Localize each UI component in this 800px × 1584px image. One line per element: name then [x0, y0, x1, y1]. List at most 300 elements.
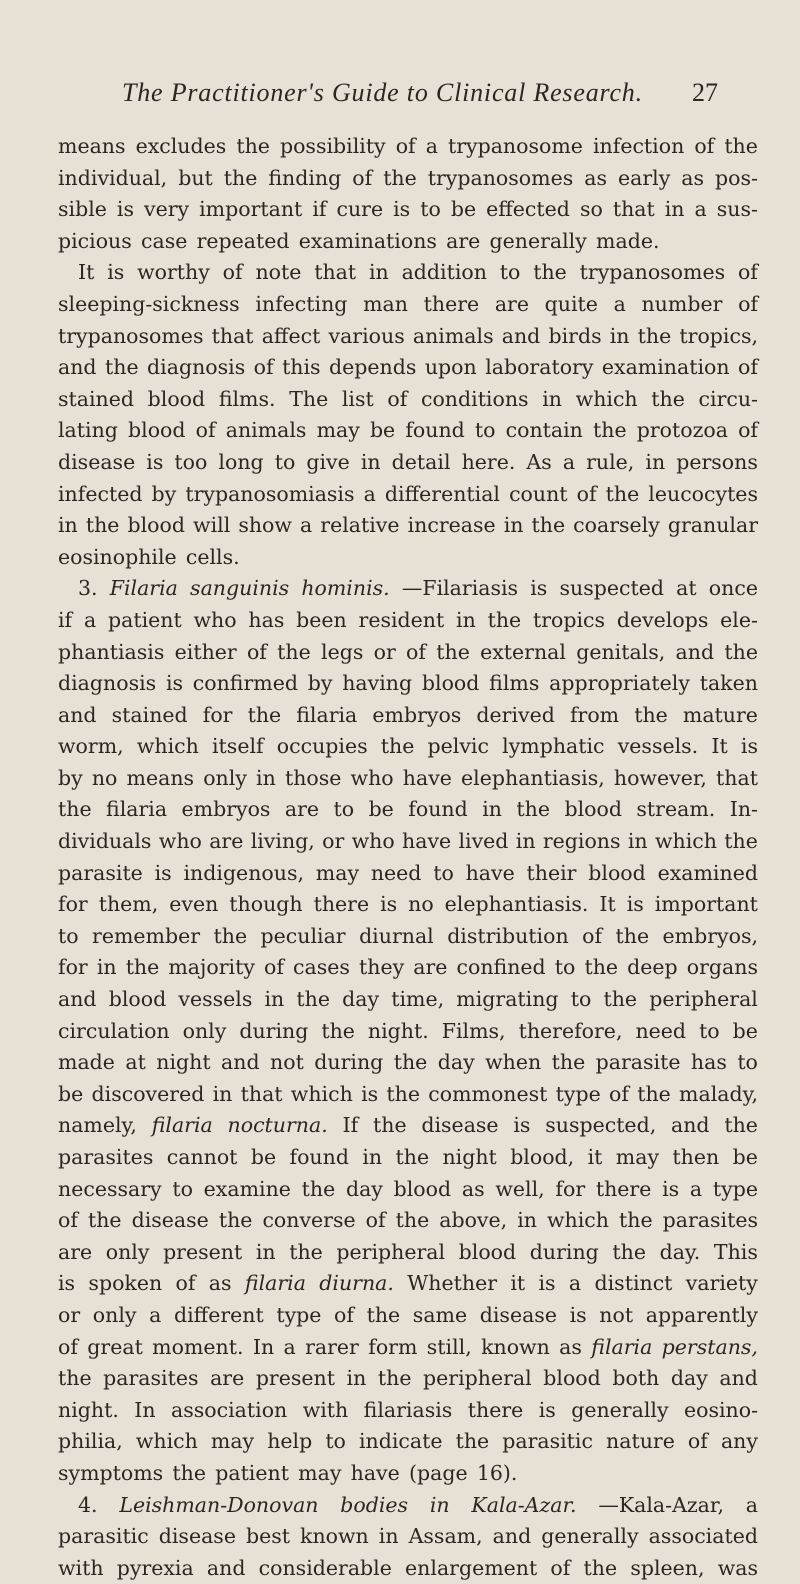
text-line — [58, 1363, 758, 1395]
word: be — [250, 1145, 277, 1169]
word: are — [494, 291, 529, 316]
word: in — [609, 323, 630, 348]
word: by — [58, 765, 83, 790]
word: and — [492, 1524, 532, 1549]
word: in — [645, 449, 666, 474]
word: been — [296, 607, 347, 632]
word: —Kala-Azar, — [598, 1492, 724, 1517]
word: in — [346, 1366, 367, 1391]
word: pyrexia — [116, 1555, 194, 1580]
word: elephantiasis. — [444, 892, 589, 917]
word: the — [301, 1176, 336, 1201]
word: very — [144, 197, 190, 222]
word: finding — [268, 165, 342, 190]
word: which — [654, 829, 717, 854]
word: show — [238, 513, 292, 538]
word: a — [689, 1176, 703, 1201]
word: blood — [127, 513, 185, 538]
text-line — [58, 1458, 758, 1490]
text-line — [58, 1110, 758, 1142]
word: however, — [613, 765, 707, 790]
word: man — [363, 291, 408, 316]
word: The — [289, 386, 329, 411]
word: to — [570, 987, 592, 1012]
word: the — [637, 1081, 671, 1106]
word: sus- — [716, 197, 758, 222]
word: elephantiasis, — [461, 765, 605, 790]
word: examined — [657, 860, 758, 885]
word: found — [405, 418, 465, 443]
word: to — [58, 923, 79, 948]
text-line — [58, 194, 758, 226]
word: the — [531, 513, 566, 538]
word: worthy — [137, 260, 210, 285]
word: once — [708, 576, 758, 601]
word: disease — [131, 1208, 209, 1233]
word: type — [712, 1176, 758, 1201]
word: if — [312, 197, 327, 222]
word: the — [615, 923, 650, 948]
word: filaria — [151, 1113, 213, 1138]
word: Whether — [407, 1271, 498, 1296]
word: so — [579, 197, 603, 222]
word: It — [711, 734, 728, 759]
word: cells. — [185, 544, 240, 569]
word: even — [169, 892, 219, 917]
word: which — [136, 734, 199, 759]
text-line — [58, 163, 758, 195]
word: day — [342, 987, 380, 1012]
word: the — [583, 1555, 618, 1580]
word: suspected, — [545, 1113, 657, 1138]
word: the — [87, 1208, 122, 1233]
word: leucocytes — [648, 481, 758, 506]
word: Leishman-Donovan — [119, 1492, 319, 1517]
word: Films, — [441, 1018, 506, 1043]
word: stained — [58, 386, 134, 411]
word: is — [107, 260, 125, 285]
word: to — [474, 418, 496, 443]
word: disease — [158, 1524, 236, 1549]
word: help — [267, 1429, 313, 1454]
word: blood — [108, 987, 167, 1012]
word: has — [690, 1050, 727, 1075]
word: malady, — [679, 1081, 758, 1106]
word: of — [737, 260, 758, 285]
word: vessels — [178, 987, 253, 1012]
word: lymphatic — [502, 734, 605, 759]
word: is — [380, 892, 398, 917]
word: parasitic — [502, 1429, 593, 1454]
text-line — [58, 226, 758, 258]
word: rule, — [586, 449, 635, 474]
word: when — [485, 1050, 542, 1075]
word: the — [619, 1208, 653, 1233]
word: diagnosis — [58, 671, 157, 696]
word: of — [609, 1081, 629, 1106]
word: this — [282, 355, 321, 380]
word: type — [555, 1081, 601, 1106]
word: the — [637, 323, 672, 348]
word: or — [58, 1302, 81, 1327]
word: If — [342, 1113, 359, 1138]
word: the — [395, 1145, 430, 1169]
word: differential — [384, 481, 500, 506]
word: a — [300, 513, 313, 538]
word: which — [575, 386, 638, 411]
word: in — [96, 955, 117, 980]
body-text — [58, 131, 758, 1584]
word: taken — [699, 671, 758, 696]
word: blood, — [510, 1145, 575, 1169]
word: the — [380, 734, 415, 759]
word: resident — [358, 607, 445, 632]
word: repeated — [196, 228, 290, 253]
word: discovered — [91, 1081, 205, 1106]
text-line — [58, 415, 758, 447]
word: persons — [676, 449, 758, 474]
word: that — [716, 765, 758, 790]
word: during — [529, 1239, 599, 1264]
word: the — [436, 639, 470, 664]
word: same — [412, 1302, 468, 1327]
word: external — [480, 639, 566, 664]
word: case — [141, 228, 188, 253]
word: filariasis — [363, 1397, 453, 1422]
word: be — [58, 1081, 84, 1106]
word: of — [195, 418, 216, 443]
word: only — [92, 1302, 137, 1327]
word: any — [720, 1429, 758, 1454]
word: that — [240, 1081, 283, 1106]
page-number: 27 — [692, 78, 718, 107]
word: deep — [627, 955, 678, 980]
word: or — [322, 829, 345, 854]
word: various — [328, 323, 405, 348]
word: symptoms — [58, 1460, 164, 1485]
word: and — [671, 1113, 710, 1138]
word: may — [298, 1460, 342, 1485]
word: day — [345, 1176, 383, 1201]
text-line — [58, 921, 758, 953]
word: the — [724, 639, 758, 664]
word: have — [402, 829, 452, 854]
word: that — [211, 323, 254, 348]
word: important — [199, 197, 303, 222]
word: trypanosome — [447, 134, 583, 158]
word: embryos, — [662, 923, 758, 948]
word: in — [429, 1492, 450, 1517]
word: as — [208, 1271, 232, 1296]
word: trypanosomes — [579, 260, 726, 285]
word: remember — [92, 923, 201, 948]
word: sanguinis — [190, 576, 290, 601]
word: is — [538, 1271, 556, 1296]
word: parasite — [58, 860, 143, 885]
word: with — [58, 1555, 104, 1580]
word: to — [274, 449, 296, 474]
word: is — [626, 892, 644, 917]
word: and — [221, 1050, 260, 1075]
word: blood — [393, 1176, 452, 1201]
word: to — [433, 860, 454, 885]
word: not — [599, 1302, 634, 1327]
word: day — [670, 1366, 708, 1391]
word: no — [408, 892, 434, 917]
word: examine — [203, 1176, 291, 1201]
word: the — [321, 1018, 355, 1043]
word: that — [314, 260, 357, 285]
text-line — [58, 257, 758, 289]
word: the — [213, 923, 248, 948]
word: known — [300, 1524, 369, 1549]
word: ele- — [720, 607, 758, 632]
word: lating — [58, 418, 118, 443]
word: at — [125, 1050, 146, 1075]
word: is — [740, 734, 758, 759]
word: dividuals — [58, 829, 152, 854]
word: namely, — [58, 1113, 137, 1138]
word: need — [370, 860, 422, 885]
word: well, — [495, 1176, 545, 1201]
word: the — [455, 1429, 490, 1454]
word: granular — [667, 513, 758, 538]
word: filaria — [106, 797, 168, 822]
word: be — [732, 1145, 758, 1169]
word: of — [253, 355, 274, 380]
word: the — [58, 797, 92, 822]
word: in — [212, 1081, 233, 1106]
word: increase — [407, 513, 496, 538]
text-line — [58, 510, 758, 542]
word: a — [745, 1492, 758, 1517]
text-line — [58, 1016, 758, 1048]
word: the — [612, 1239, 646, 1264]
word: in — [627, 829, 648, 854]
word: not — [270, 1050, 304, 1075]
word: there — [467, 1397, 524, 1422]
word: the — [386, 1081, 420, 1106]
word: a — [425, 134, 438, 158]
word: blood — [458, 1239, 517, 1264]
text-line — [58, 447, 758, 479]
word: indicate — [358, 1429, 443, 1454]
word: may — [210, 1429, 255, 1454]
word: It — [599, 892, 616, 917]
word: at — [676, 576, 697, 601]
word: of — [58, 1334, 78, 1359]
word: of — [387, 386, 408, 411]
word: of — [246, 639, 267, 664]
word: the — [172, 1460, 206, 1485]
text-line — [58, 573, 758, 605]
word: excludes — [135, 134, 227, 158]
word: is — [116, 197, 134, 222]
word: contain — [505, 418, 583, 443]
word: generally — [489, 228, 587, 253]
word: cases — [293, 955, 350, 980]
word: the — [724, 1113, 758, 1138]
word: animals — [412, 323, 494, 348]
word: note — [255, 260, 302, 285]
word: parasites — [662, 1208, 758, 1233]
word: there — [423, 291, 480, 316]
word: blood — [543, 1366, 601, 1391]
word: disease — [58, 449, 136, 474]
word: for — [58, 955, 88, 980]
word: for — [58, 892, 88, 917]
word: 3. — [78, 576, 98, 601]
word: a — [83, 607, 97, 632]
word: in — [360, 449, 381, 474]
word: picious — [58, 228, 132, 253]
word: infection — [592, 134, 685, 158]
word: those — [284, 765, 342, 790]
word: is — [165, 671, 184, 696]
word: lived — [458, 829, 509, 854]
text-line — [58, 826, 758, 858]
word: effected — [486, 197, 570, 222]
word: as — [584, 165, 607, 190]
word: worm, — [58, 734, 124, 759]
word: the — [605, 481, 640, 506]
word: only — [105, 1239, 150, 1264]
text-line — [58, 1079, 758, 1111]
word: in — [255, 1239, 276, 1264]
word: number — [641, 291, 723, 316]
word: as — [461, 1176, 485, 1201]
word: as — [681, 165, 705, 190]
word: moment. — [152, 1334, 244, 1359]
word: of — [738, 291, 758, 316]
word: peripheral — [423, 1366, 532, 1391]
word: still, — [426, 1334, 472, 1359]
word: the — [487, 607, 522, 632]
word: made — [58, 1050, 115, 1075]
text-line — [58, 542, 758, 574]
word: generally — [541, 1524, 639, 1549]
word: to — [499, 260, 521, 285]
word: no — [91, 765, 118, 790]
word: to — [420, 197, 441, 222]
word: in — [664, 197, 685, 222]
word: is — [146, 449, 164, 474]
word: the — [551, 1050, 586, 1075]
word: films. — [218, 386, 276, 411]
word: blood — [147, 386, 206, 411]
word: In — [252, 1334, 275, 1359]
word: relative — [320, 513, 400, 538]
text-line — [58, 289, 758, 321]
word: of — [222, 260, 243, 285]
word: which — [135, 1429, 198, 1454]
word: if — [58, 607, 73, 632]
word: best — [246, 1524, 291, 1549]
text-line — [58, 731, 758, 763]
word: a — [694, 197, 707, 222]
word: pelvic — [427, 734, 489, 759]
word: night. — [58, 1397, 119, 1422]
word: is — [662, 1176, 680, 1201]
word: stained — [111, 702, 188, 727]
word: patient — [215, 1460, 289, 1485]
word: count — [509, 481, 568, 506]
word: the — [218, 1208, 253, 1233]
word: great — [87, 1334, 143, 1359]
word: be — [369, 418, 396, 443]
word: of — [365, 1208, 386, 1233]
word: is — [538, 1397, 556, 1422]
word: may — [615, 1145, 660, 1169]
word: the — [105, 355, 139, 380]
word: is — [154, 860, 172, 885]
word: be — [368, 797, 394, 822]
word: filaria — [244, 1271, 306, 1296]
word: of — [58, 1208, 78, 1233]
word: the — [247, 702, 282, 727]
text-line — [58, 1395, 758, 1427]
word: sible — [58, 197, 107, 222]
word: enlargement — [405, 1555, 538, 1580]
word: circulation — [58, 1018, 170, 1043]
text-line — [58, 637, 758, 669]
word: is — [361, 1081, 379, 1106]
word: night — [442, 1145, 497, 1169]
word: in — [515, 829, 536, 854]
word: It — [78, 260, 95, 285]
text-line — [58, 794, 758, 826]
word: the — [383, 165, 417, 190]
word: the — [125, 955, 160, 980]
word: suspected — [559, 576, 664, 601]
word: who — [350, 765, 394, 790]
word: in — [378, 1524, 399, 1549]
word: is — [393, 197, 411, 222]
word: means — [126, 765, 195, 790]
word: of — [582, 923, 603, 948]
word: animals — [225, 418, 307, 443]
word: of — [175, 1271, 196, 1296]
word: a — [562, 449, 576, 474]
word: spleen, — [630, 1555, 705, 1580]
word: converse — [262, 1208, 356, 1233]
word: the — [593, 418, 627, 443]
word: is — [530, 576, 548, 601]
word: there — [595, 1176, 652, 1201]
word: itself — [212, 734, 264, 759]
text-line — [58, 984, 758, 1016]
word: rarer — [305, 1334, 359, 1359]
word: detail — [391, 449, 451, 474]
word: distinct — [594, 1271, 673, 1296]
word: with — [302, 1397, 349, 1422]
word: In — [134, 1397, 156, 1422]
word: of — [334, 1302, 354, 1327]
word: of — [550, 1555, 571, 1580]
word: are — [446, 228, 481, 253]
word: in — [368, 260, 389, 285]
word: by — [151, 481, 177, 506]
word: phantiasis — [58, 639, 165, 664]
word: the — [373, 1113, 407, 1138]
word: is — [58, 1271, 76, 1296]
text-line — [58, 1142, 758, 1174]
word: parasitic — [58, 1524, 149, 1549]
word: them, — [98, 892, 159, 917]
word: the — [277, 639, 311, 664]
word: migrating — [456, 987, 559, 1012]
word: the — [584, 955, 619, 980]
